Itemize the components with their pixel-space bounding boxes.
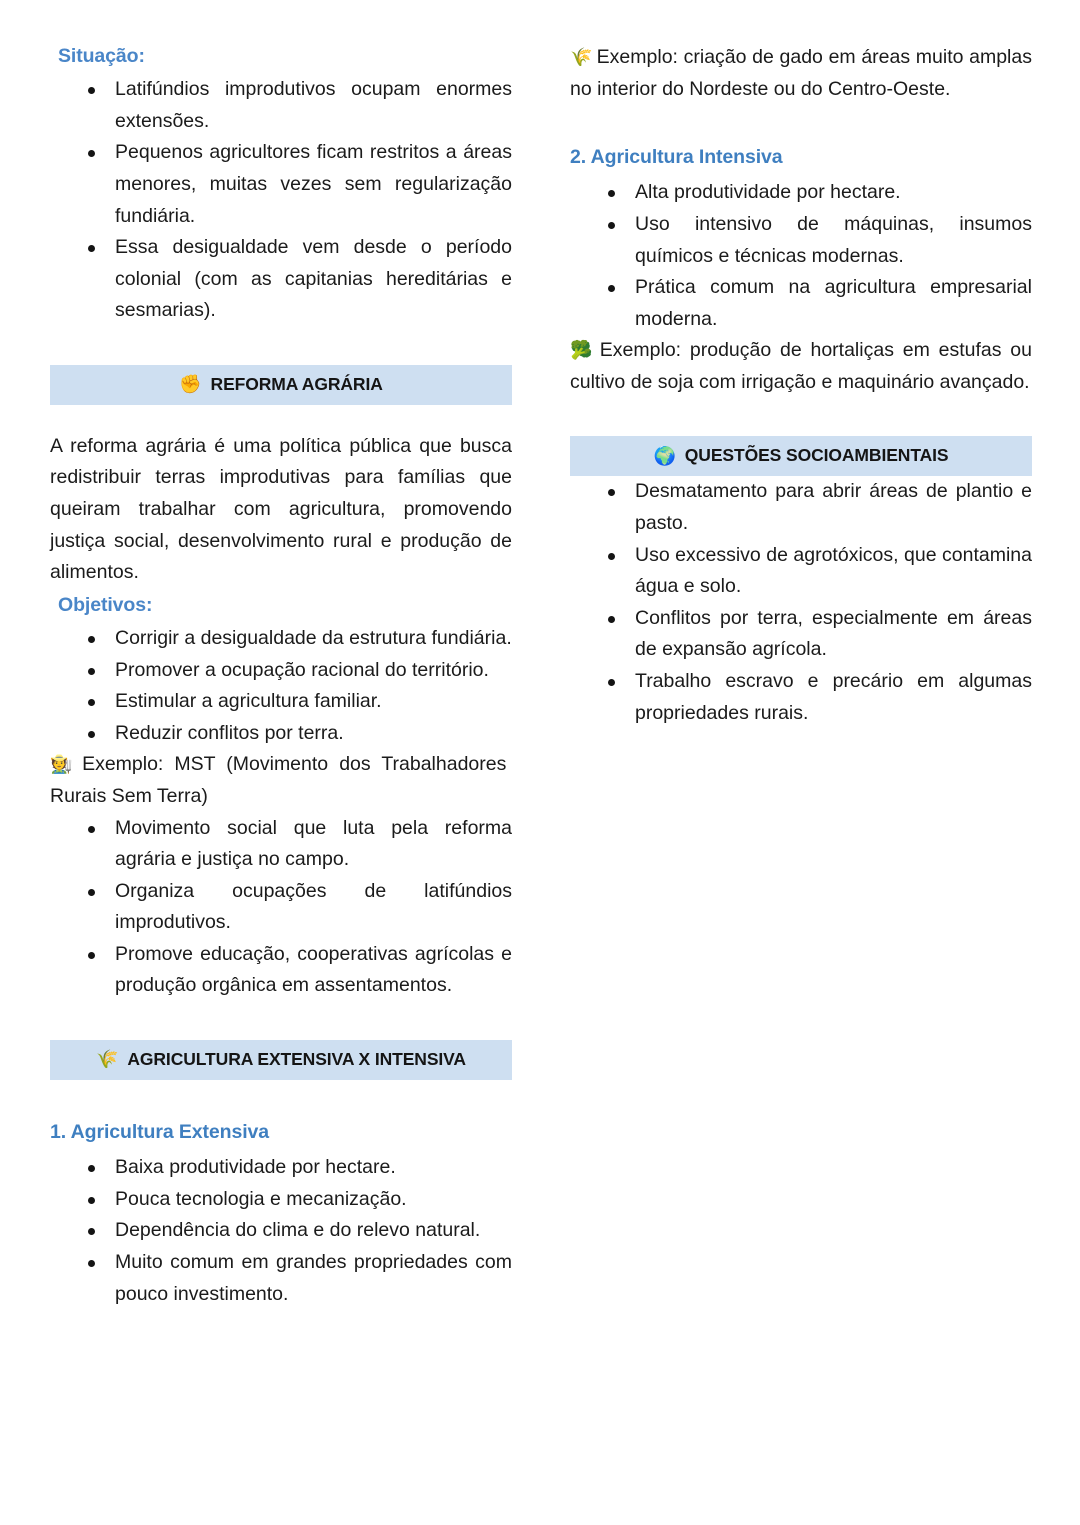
list-item: Reduzir conflitos por terra. bbox=[50, 718, 512, 750]
banner-reforma-agraria bbox=[50, 365, 512, 405]
list-item: Promove educação, cooperativas agrícolas e produção orgânica em assentamentos. bbox=[50, 939, 512, 1002]
raised-fist-icon: ✊ bbox=[179, 374, 202, 395]
list-item: Alta produtividade por hectare. bbox=[570, 177, 1032, 209]
list-item: Pouca tecnologia e mecanização. bbox=[50, 1184, 512, 1216]
exemplo-agricultura-extensiva bbox=[570, 42, 1032, 105]
situacao-heading: Situação: bbox=[58, 45, 145, 67]
list-item: Promover a ocupação racional do território. bbox=[50, 655, 512, 687]
list-item: Corrigir a desigualdade da estrutura fundiária. bbox=[50, 623, 512, 655]
objetivos-heading: Objetivos: bbox=[58, 593, 153, 616]
list-item: Desmatamento para abrir áreas de plantio e pasto. bbox=[570, 476, 1032, 539]
objetivos-list bbox=[50, 623, 512, 749]
exemplo-mst bbox=[50, 749, 512, 812]
list-item: Muito comum em grandes propriedades com pouco investimento. bbox=[50, 1247, 512, 1310]
banner-title: REFORMA AGRÁRIA bbox=[210, 373, 383, 394]
banner-title: AGRICULTURA EXTENSIVA X INTENSIVA bbox=[127, 1048, 466, 1069]
exemplo-intensiva-text: Exemplo: produção de hortaliças em estufas ou cultivo de soja com irrigação e maquinário avançado. bbox=[570, 339, 1032, 393]
left-column bbox=[50, 42, 512, 1310]
farmer-icon: 🧑‍🌾 bbox=[50, 754, 79, 775]
list-item: Essa desigualdade vem desde o período colonial (com as capitanias hereditárias e sesmarias). bbox=[50, 232, 512, 327]
socioambientais-list bbox=[570, 476, 1032, 729]
exemplo-extensiva-text: Exemplo: criação de gado em áreas muito amplas no interior do Nordeste ou do Centro-Oeste. bbox=[570, 46, 1032, 100]
spacer bbox=[50, 1002, 512, 1040]
sheaf-of-rice-icon: 🌾 bbox=[96, 1049, 119, 1070]
agricultura-intensiva-list bbox=[570, 177, 1032, 335]
agricultura-extensiva-list bbox=[50, 1152, 512, 1310]
list-item: Latifúndios improdutivos ocupam enormes extensões. bbox=[50, 74, 512, 137]
list-item: Estimular a agricultura familiar. bbox=[50, 686, 512, 718]
globe-icon: 🌍 bbox=[653, 445, 676, 466]
agricultura-intensiva-heading: 2. Agricultura Intensiva bbox=[570, 146, 783, 169]
sheaf-of-rice-icon: 🌾 bbox=[570, 47, 593, 67]
banner-agricultura-extensiva-x-intensiva bbox=[50, 1040, 512, 1080]
list-item: Organiza ocupações de latifúndios improdutivos. bbox=[50, 876, 512, 939]
list-item: Pequenos agricultores ficam restritos a áreas menores, muitas vezes sem regularização fundiária. bbox=[50, 137, 512, 232]
spacer bbox=[50, 1080, 512, 1118]
list-item: Uso excessivo de agrotóxicos, que contamina água e solo. bbox=[570, 540, 1032, 603]
list-item: Movimento social que luta pela reforma agrária e justiça no campo. bbox=[50, 813, 512, 876]
list-item: Trabalho escravo e precário em algumas propriedades rurais. bbox=[570, 666, 1032, 729]
list-item: Baixa produtividade por hectare. bbox=[50, 1152, 512, 1184]
reforma-agraria-paragraph: A reforma agrária é uma política pública que busca redistribuir terras improdutivas para famílias que queiram trabalhar com agricultura, promovendo justiça social, desenvolvimento rural e produção de alimentos. bbox=[50, 434, 512, 584]
list-item: Dependência do clima e do relevo natural. bbox=[50, 1215, 512, 1247]
banner-questoes-socioambientais bbox=[570, 436, 1032, 476]
agricultura-extensiva-heading: 1. Agricultura Extensiva bbox=[50, 1120, 270, 1143]
mst-list bbox=[50, 813, 512, 1002]
spacer bbox=[50, 327, 512, 365]
spacer bbox=[570, 398, 1032, 436]
list-item: Prática comum na agricultura empresarial moderna. bbox=[570, 272, 1032, 335]
exemplo-agricultura-intensiva bbox=[570, 335, 1032, 398]
spacer bbox=[570, 105, 1032, 143]
list-item: Conflitos por terra, especialmente em áreas de expansão agrícola. bbox=[570, 603, 1032, 666]
exemplo-mst-text: Exemplo: MST (Movimento dos Trabalhadores Rurais Sem Terra) bbox=[50, 753, 507, 807]
banner-title: QUESTÕES SOCIOAMBIENTAIS bbox=[684, 445, 949, 466]
right-column bbox=[570, 42, 1032, 729]
spacer bbox=[50, 405, 512, 431]
situacao-list bbox=[50, 74, 512, 327]
list-item: Uso intensivo de máquinas, insumos químicos e técnicas modernas. bbox=[570, 209, 1032, 272]
broccoli-icon: 🥦 bbox=[570, 340, 596, 361]
